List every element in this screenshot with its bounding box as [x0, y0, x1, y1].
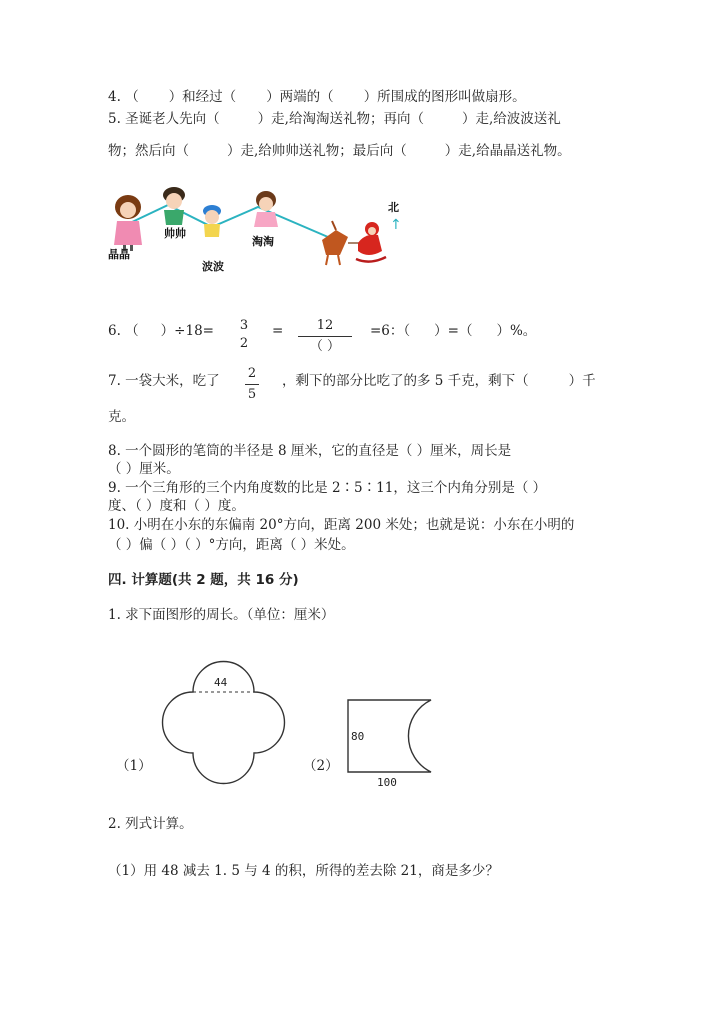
calc-question-1: 1. 求下面图形的周长。（单位：厘米）: [108, 607, 335, 623]
height-label: 80: [351, 730, 365, 743]
question-10-line-1: 10. 小明在小东的东偏南 20°方向，距离 200 米处；也就是说：小东在小明的: [108, 517, 575, 533]
fraction-12-over-blank[interactable]: 12 （ ）: [298, 318, 352, 355]
question-6-rest: =6：（ ）=（ ）%。: [370, 323, 537, 339]
section-heading: 四. 计算题(共 2 题，共 16 分): [108, 572, 299, 588]
figure-2-label: （2）: [303, 758, 339, 774]
figure-2-cutout-rect: [340, 690, 450, 790]
north-arrow-icon: ↑: [390, 217, 402, 233]
question-number: 4.: [108, 89, 121, 105]
question-4: 4. （ ）和经过（ ）两端的（ ）所围成的图形叫做扇形。: [108, 89, 526, 105]
question-8-line-2: （ ）厘米。: [108, 461, 180, 477]
bobo-label: 波波: [202, 260, 224, 273]
diameter-label: 44: [214, 676, 228, 689]
taotao-label: 淘淘: [252, 235, 274, 248]
width-label: 100: [377, 776, 397, 789]
shuaishuai-label: 帅帅: [164, 227, 186, 240]
question-7: 7. 一袋大米，吃了: [108, 373, 220, 389]
question-7-rest: ，剩下的部分比吃了的多 5 千克，剩下（ ）千: [282, 373, 596, 389]
figure-1-label: （1）: [116, 758, 152, 774]
question-8-line-1: 8. 一个圆形的笔筒的半径是 8 厘米，它的直径是（ ）厘米，周长是: [108, 443, 512, 459]
route-line: [130, 205, 328, 237]
santa-sleigh: [322, 221, 386, 265]
bobo-figure: [203, 205, 221, 237]
calc-question-2-part-1: （1）用 48 减去 1. 5 与 4 的积，所得的差去除 21，商是多少？: [108, 863, 499, 879]
jingjing-label: 晶晶: [108, 248, 130, 261]
question-10-line-2: （ ）偏（ ）（ ）°方向，距离（ ）米处。: [108, 537, 355, 553]
taotao-figure: [254, 191, 278, 227]
figure-1-quatrefoil: [150, 650, 300, 790]
jingjing-figure: [114, 195, 142, 251]
calc-question-2: 2. 列式计算。: [108, 816, 193, 832]
question-9-line-2: 度、（ ）度和（ ）度。: [108, 498, 245, 514]
santa-route-map: [100, 185, 420, 280]
question-5-line-1: 5. 圣诞老人先向（ ）走,给淘淘送礼物；再向（ ）走,给波波送礼: [108, 111, 561, 127]
north-label: 北: [388, 201, 399, 214]
question-7-line-2: 克。: [108, 409, 135, 425]
fraction-3-over-2: 3 2: [239, 318, 249, 351]
equals-sign: =: [272, 323, 284, 339]
question-5-line-2: 物；然后向（ ）走,给帅帅送礼物；最后向（ ）走,给晶晶送礼物。: [108, 143, 571, 159]
fraction-2-over-5: 2 5: [245, 366, 259, 403]
question-9-line-1: 9. 一个三角形的三个内角度数的比是 2∶5∶11，这三个内角分别是（ ）: [108, 480, 547, 496]
question-6: 6. （ ）÷18=: [108, 323, 214, 339]
